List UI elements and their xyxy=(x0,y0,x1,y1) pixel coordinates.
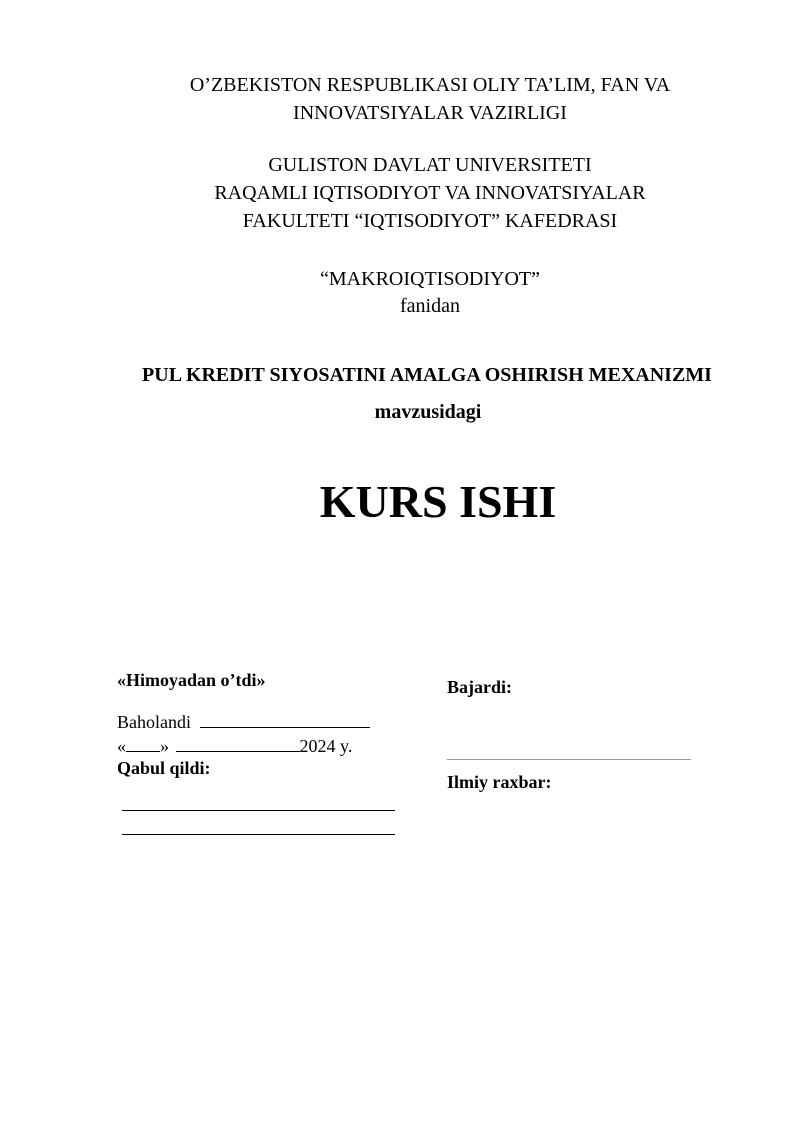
day-blank xyxy=(126,733,160,752)
university-line-2: RAQAMLI IQTISODIYOT VA INNOVATSIYALAR xyxy=(214,182,646,204)
date-quote-open: « xyxy=(117,736,126,756)
defended-label: «Himoyadan o’tdi» xyxy=(117,670,266,690)
subject-suffix: fanidan xyxy=(400,295,460,317)
university-line-3: FAKULTETI “IQTISODIYOT” KAFEDRASI xyxy=(242,210,618,232)
graded-row xyxy=(117,709,370,733)
signature-line-2 xyxy=(122,834,395,835)
ministry-line-1: O’ZBEKISTON RESPUBLIKASI OLIY TA’LIM, FAN VA xyxy=(189,74,671,96)
date-year: 2024 y. xyxy=(299,736,353,756)
topic-title: PUL KREDIT SIYOSATINI AMALGA OSHIRISH MEXANIZMI xyxy=(142,364,712,386)
grade-blank xyxy=(200,709,370,728)
subject-name: “MAKROIQTISODIYOT” xyxy=(320,268,540,290)
graded-label: Baholandi xyxy=(117,712,191,732)
student-name-line xyxy=(447,759,691,760)
accepted-label: Qabul qildi: xyxy=(117,758,211,778)
ministry-line-2: INNOVATSIYALAR VAZIRLIGI xyxy=(293,102,567,124)
month-blank xyxy=(176,733,300,752)
supervisor-label: Ilmiy raxbar: xyxy=(447,772,552,792)
university-line-1: GULISTON DAVLAT UNIVERSITETI xyxy=(268,154,592,176)
date-row xyxy=(117,733,352,757)
topic-suffix: mavzusidagi xyxy=(374,401,482,423)
date-quote-close: » xyxy=(160,736,169,756)
signature-line-1 xyxy=(122,810,395,811)
performed-label: Bajardi: xyxy=(447,677,512,697)
document-type-title: KURS ISHI xyxy=(319,476,557,527)
